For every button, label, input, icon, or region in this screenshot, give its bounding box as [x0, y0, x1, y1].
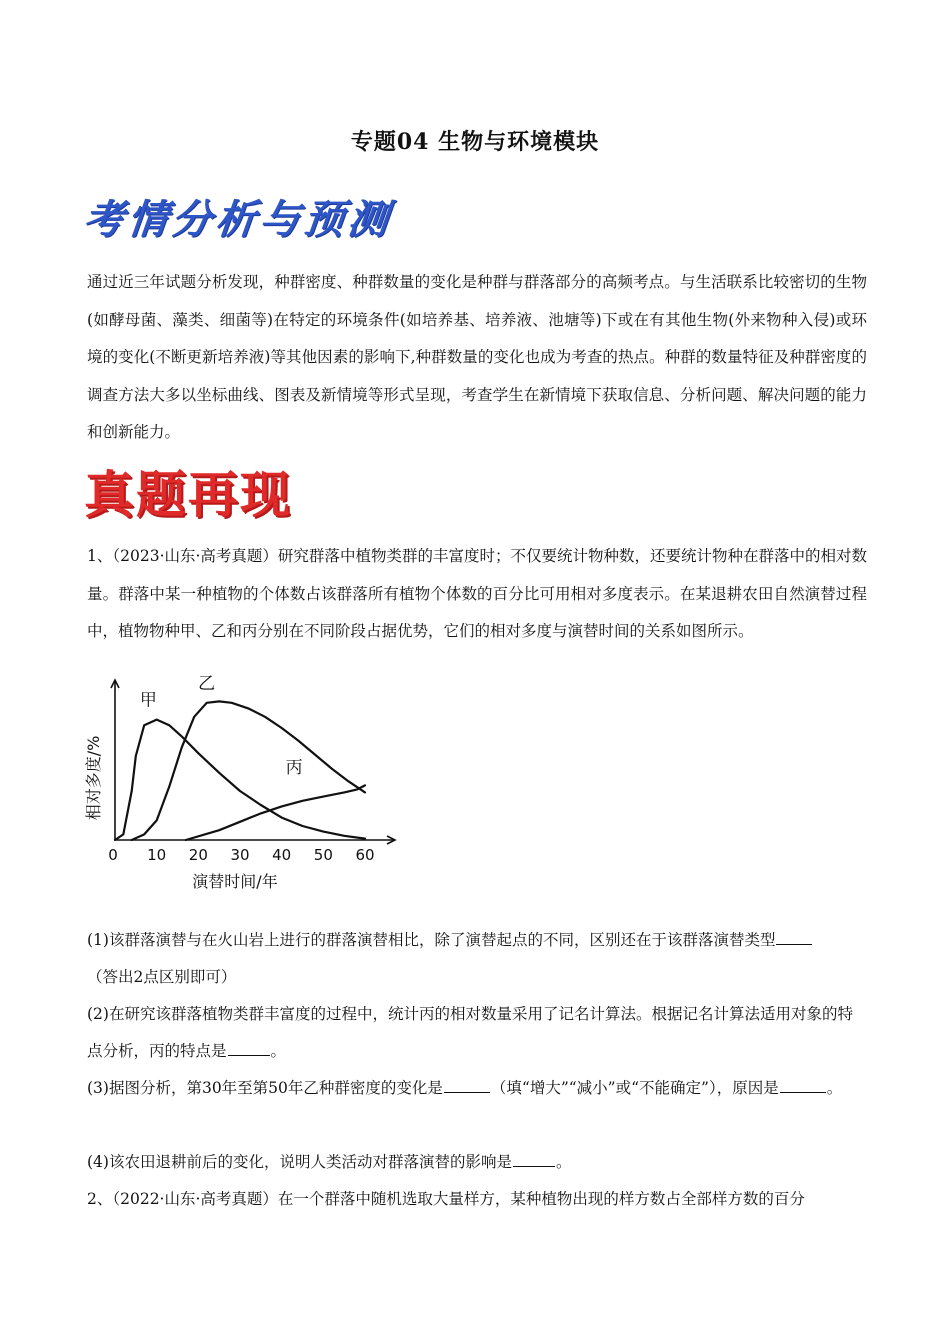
sub-question-1-note: （答出2点区别即可）: [87, 968, 237, 986]
answer-blank-3[interactable]: [444, 1077, 490, 1094]
document-title: 专题04 生物与环境模块: [350, 129, 600, 155]
sub-question-3-text-2: （填“增大”“减小”或“不能确定”），原因是: [490, 1079, 779, 1097]
sub-question-3-text: (3)据图分析，第30年至第50年乙种群密度的变化是: [87, 1079, 443, 1097]
sub-question-4-text: (4)该农田退耕前后的变化，说明人类活动对群落演替的影响是: [87, 1153, 512, 1171]
x-tick-label: 60: [355, 846, 375, 864]
sub-question-3: [87, 1070, 867, 1107]
answer-blank-4[interactable]: [780, 1077, 826, 1094]
sub-question-4: [87, 1144, 867, 1181]
answer-blank-2[interactable]: [228, 1040, 270, 1057]
x-tick-label: 40: [272, 846, 292, 864]
chart-ticks: [108, 846, 374, 864]
series-label-1: 甲: [139, 690, 157, 711]
x-tick-label: 20: [188, 846, 208, 864]
answer-blank-5[interactable]: [513, 1151, 555, 1168]
chart-lines: [115, 701, 365, 840]
sub-question-1-text: (1)该群落演替与在火山岩上进行的群落演替相比，除了演替起点的不同，区别还在于该群落演替类型: [87, 931, 776, 949]
series-label-3: 丙: [285, 757, 303, 778]
intro-paragraph: 通过近三年试题分析发现，种群密度、种群数量的变化是种群与群落部分的高频考点。与生活联系比较密切的生物(如酵母菌、藻类、细菌等)在特定的环境条件(如培养基、培养液、池塘等)下或在有其他生物(外来物种入侵)或环境的变化(不断更新培养液)等其他因素的影响下,种群数量的变化也成为考查的热点。种群的数量特征及种群密度的调查方法大多以坐标曲线、图表及新情境等形式呈现，考查学生在新情境下获取信息、分析问题、解决问题的能力和创新能力。: [87, 273, 867, 441]
y-axis-label: 相对多度/%: [84, 735, 103, 821]
sub-question-2-end: 。: [270, 1042, 287, 1060]
question-2-stem: 2、（2022·山东·高考真题）在一个群落中随机选取大量样方，某种植物出现的样方数占全部样方数的百分: [87, 1190, 805, 1208]
succession-chart: [80, 673, 410, 895]
x-tick-label: 30: [230, 846, 250, 864]
banner-analysis: 考情分析与预测: [81, 197, 395, 243]
answer-blank-1[interactable]: [776, 929, 812, 946]
x-tick-label: 10: [147, 846, 167, 864]
x-tick-label: 50: [313, 846, 333, 864]
sub-question-1: [87, 922, 867, 996]
x-axis-label: 演替时间/年: [192, 872, 278, 891]
sub-question-2: [87, 996, 867, 1070]
banner-exam: 真题再现: [84, 466, 292, 524]
sub-question-3-end: 。: [826, 1079, 843, 1097]
sub-question-4-end: 。: [555, 1153, 572, 1171]
sub-question-2-text: (2)在研究该群落植物类群丰富度的过程中，统计丙的相对数量采用了记名计算法。根据记名计算法适用对象的特点分析，丙的特点是: [87, 1005, 853, 1060]
x-tick-label: 0: [108, 846, 118, 864]
series-label-2: 乙: [198, 673, 216, 694]
question-1-stem: 1、（2023·山东·高考真题）研究群落中植物类群的丰富度时；不仅要统计物种数，还要统计物种在群落中的相对数量。群落中某一种植物的个体数占该群落所有植物个体数的百分比可用相对多度表示。在某退耕农田自然演替过程中，植物物种甲、乙和丙分别在不同阶段占据优势，它们的相对多度与演替时间的关系如图所示。: [87, 547, 867, 640]
